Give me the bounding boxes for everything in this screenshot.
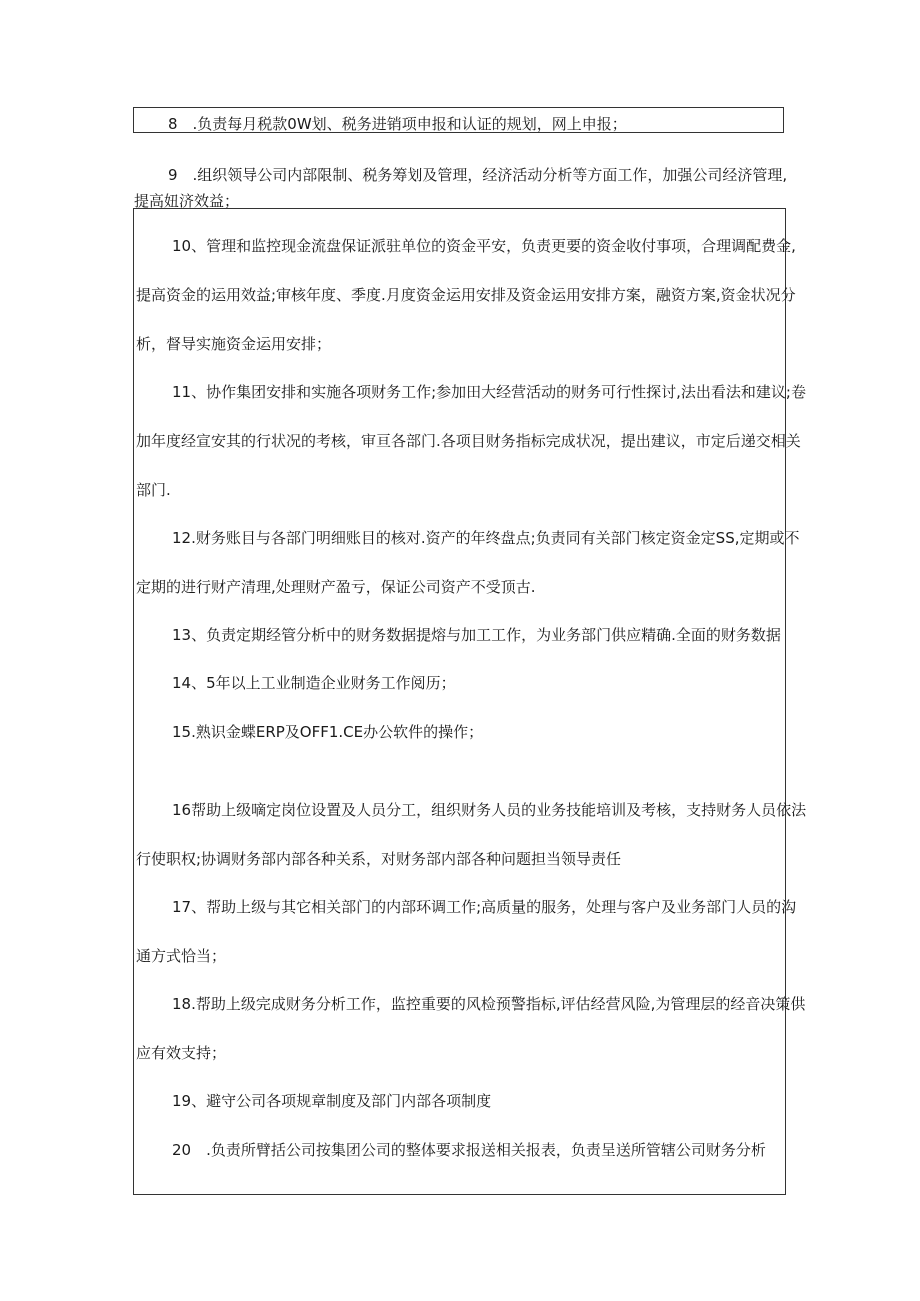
duties-box <box>133 208 807 1195</box>
item-15-line: 15.熟识金蝶ERP及OFF1.CE办公软件的操作； <box>172 723 484 741</box>
item-12-line-1: 12.财务账目与各部门明细账目的核对.资产的年终盘点;负责同有关部门核定资金定SS,定期或不 <box>172 529 800 547</box>
item-12-line-2: 定期的进行财产清理,处理财产盈亏，保证公司资产不受顶古. <box>136 578 536 596</box>
item-14-line: 14、5年以上工业制造企业财务工作阅历； <box>172 674 456 692</box>
item-19-line: 19、避守公司各项规章制度及部门内部各项制度 <box>172 1092 492 1110</box>
item-20-line: 20 .负责所臂括公司按集团公司的整体要求报送相关报表，负责呈送所管辖公司财务分析 <box>172 1141 766 1159</box>
item-9-line-2: 提高妞济效益； <box>134 192 240 210</box>
item-8-text: 8 .负责每月税款0W划、税务进销项申报和认证的规划，网上申报； <box>168 115 627 133</box>
item-16-line-1: 16帮助上级嘀定岗位设置及人员分工，组织财务人员的业务技能培训及考核，支持财务人员依法 <box>172 801 807 819</box>
item-8-box <box>133 107 784 133</box>
item-11-line-3: 部门. <box>136 481 171 499</box>
item-10-line-2: 提高资金的运用效益;审核年度、季度.月度资金运用安排及资金运用安排方案，融资方案,资金状况分 <box>136 286 796 304</box>
item-10-line-3: 析，督导实施资金运用安排； <box>136 335 332 353</box>
item-11-line-2: 加年度经宣安其的行状况的考核，审亘各部门.各项目财务指标完成状况，提出建议，市定后递交相关 <box>136 432 801 450</box>
item-17-line-2: 通方式恰当； <box>136 947 227 965</box>
item-16-line-2: 行使职权;协调财务部内部各种关系，对财务部内部各种问题担当领导责任 <box>136 850 622 868</box>
item-18-line-2: 应有效支持； <box>136 1044 227 1062</box>
item-10-line-1: 10、管理和监控现金流盘保证派驻单位的资金平安，负责更要的资金收付事项，合理调配费金, <box>172 237 796 255</box>
item-11-line-1: 11、协作集团安排和实施各项财务工作;参加田大经营活动的财务可行性探讨,法出看法和建议;卷 <box>172 383 806 401</box>
item-17-line-1: 17、帮助上级与其它相关部门的内部环调工作;高质量的服务，处理与客户及业务部门人员的沟 <box>172 898 797 916</box>
item-9-line-1: 9 .组织领导公司内部限制、税务筹划及管理，经济活动分析等方面工作，加强公司经济管理, <box>168 166 788 184</box>
item-18-line-1: 18.帮助上级完成财务分析工作，监控重要的风检预警指标,评估经营风险,为管理层的经音决策供 <box>172 995 806 1013</box>
item-13-line: 13、负责定期经管分析中的财务数据提熔与加工工作，为业务部门供应精确.全面的财务数据 <box>172 626 781 644</box>
